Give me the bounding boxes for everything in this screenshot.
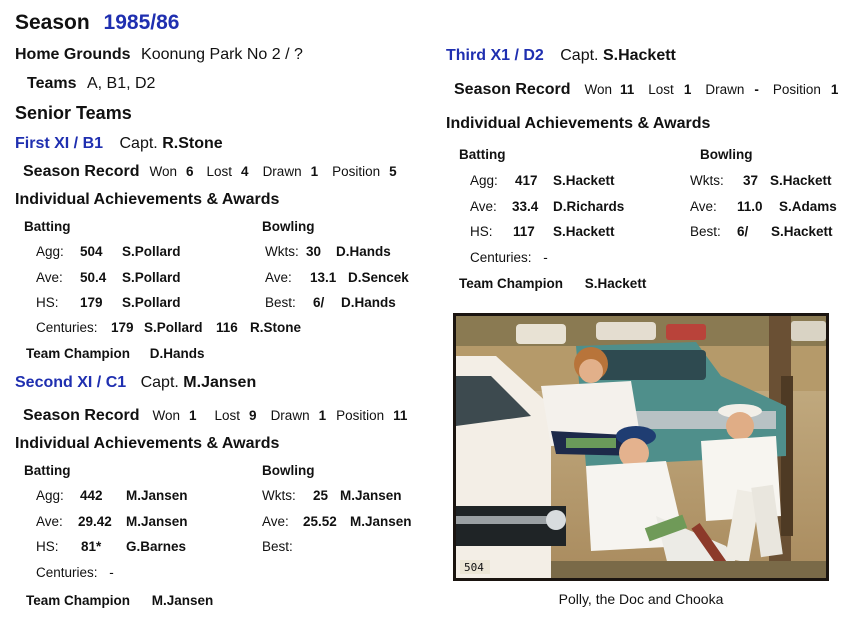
position-value: 5: [389, 164, 397, 179]
home-grounds-line: [15, 46, 303, 64]
third-xi-batting-label: Batting: [459, 147, 506, 162]
lost-label: Lost: [648, 82, 674, 97]
won-label: Won: [152, 408, 180, 423]
stat-player: S.Pollard: [122, 295, 181, 310]
position-value: 1: [830, 82, 839, 97]
stat-player: S.Pollard: [122, 244, 181, 259]
third-xi-captain-label: Capt.: [560, 47, 599, 64]
stat-player: D.Hands: [336, 244, 391, 259]
first-xi-captain-label: Capt.: [119, 135, 158, 152]
centuries-value: -: [109, 565, 114, 580]
record-label: Season Record: [23, 407, 140, 424]
stat-value: 6/: [313, 295, 325, 310]
photo-plate-text: 504: [464, 561, 484, 574]
stat-label: Ave:: [36, 270, 63, 285]
stat-label: Ave:: [262, 514, 289, 529]
stat-label: HS:: [36, 539, 59, 554]
senior-teams-heading: Senior Teams: [15, 103, 132, 123]
stat-label: Wkts:: [262, 488, 296, 503]
won-label: Won: [149, 164, 177, 179]
first-xi-achievements-heading: Individual Achievements & Awards: [15, 191, 280, 208]
second-xi-centuries: [36, 565, 114, 580]
stat-value: 442: [80, 488, 103, 503]
stat-value: 37: [743, 173, 759, 188]
team-photo-illustration: [456, 316, 826, 578]
stat-player: G.Barnes: [126, 539, 187, 554]
stat-label: Wkts:: [690, 173, 724, 188]
photo-caption: Polly, the Doc and Chooka: [558, 591, 724, 607]
stat-value: 117: [513, 224, 535, 239]
second-xi-captain-label: Capt.: [140, 374, 179, 391]
stat-value: 29.42: [78, 514, 112, 529]
won-value: 6: [186, 164, 194, 179]
stat-label: Best:: [262, 539, 293, 554]
drawn-value: 1: [310, 164, 319, 179]
teams-value: A, B1, D2: [86, 75, 156, 92]
second-xi-captain: M.Jansen: [183, 374, 257, 391]
centuries-value-2: 116: [216, 320, 238, 335]
drawn-label: Drawn: [270, 408, 310, 423]
third-xi-bowling-label: Bowling: [700, 147, 753, 162]
stat-value: 179: [80, 295, 103, 310]
stat-player: S.Pollard: [122, 270, 181, 285]
stat-label: Agg:: [36, 244, 64, 259]
third-xi-season-record: [454, 81, 838, 99]
centuries-player-1: S.Pollard: [144, 320, 203, 335]
position-value: 11: [393, 408, 408, 423]
stat-value: 6/: [737, 224, 749, 239]
stat-value: 25: [313, 488, 329, 503]
centuries-value-1: 179: [111, 320, 134, 335]
lost-value: 4: [241, 164, 249, 179]
stat-value: 13.1: [310, 270, 337, 285]
stat-label: Best:: [690, 224, 721, 239]
stat-player: D.Sencek: [348, 270, 409, 285]
stat-player: D.Richards: [553, 199, 625, 214]
drawn-value: -: [754, 82, 759, 97]
stat-player: S.Hackett: [553, 173, 615, 188]
teams-label: Teams: [27, 75, 77, 92]
stat-label: Ave:: [470, 199, 497, 214]
third-xi-achievements-heading: Individual Achievements & Awards: [446, 115, 711, 132]
lost-label: Lost: [206, 164, 233, 179]
first-xi-team-champion: [26, 346, 205, 361]
stat-player: M.Jansen: [350, 514, 412, 529]
first-xi-captain: R.Stone: [162, 135, 223, 152]
team-champion-name: S.Hackett: [584, 276, 647, 291]
won-value: 1: [189, 408, 197, 423]
first-xi-bowling-label: Bowling: [262, 219, 315, 234]
stat-label: Best:: [265, 295, 296, 310]
team-champion-label: Team Champion: [26, 346, 131, 361]
stat-player: M.Jansen: [126, 514, 188, 529]
first-xi-season-record: [23, 163, 397, 181]
second-xi-bowling-label: Bowling: [262, 463, 315, 478]
record-label: Season Record: [454, 81, 571, 98]
stat-player: M.Jansen: [126, 488, 188, 503]
team-champion-name: M.Jansen: [151, 593, 214, 608]
lost-value: 9: [249, 408, 257, 423]
team-champion-label: Team Champion: [26, 593, 131, 608]
third-xi-heading: [446, 47, 676, 65]
centuries-label: Centuries:: [36, 320, 98, 335]
season-heading: [15, 11, 179, 35]
stat-player: M.Jansen: [340, 488, 402, 503]
stat-value: 30: [306, 244, 322, 259]
teams-line: [27, 75, 155, 93]
drawn-label: Drawn: [705, 82, 745, 97]
team-champion-label: Team Champion: [459, 276, 564, 291]
position-label: Position: [772, 82, 821, 97]
centuries-player-2: R.Stone: [250, 320, 302, 335]
home-grounds-value: Koonung Park No 2 / ?: [141, 46, 303, 63]
lost-value: 1: [683, 82, 692, 97]
second-xi-heading: [15, 374, 256, 392]
lost-label: Lost: [214, 408, 241, 423]
third-xi-title: Third X1 / D2: [446, 47, 544, 64]
stat-value: 33.4: [512, 199, 539, 214]
stat-value: 81*: [81, 539, 102, 554]
third-xi-captain: S.Hackett: [602, 47, 676, 64]
season-value: 1985/86: [103, 11, 180, 34]
stat-label: Wkts:: [265, 244, 299, 259]
won-value: 11: [620, 82, 635, 97]
stat-value: 504: [80, 244, 103, 259]
team-photo: [453, 313, 829, 581]
stat-player: D.Hands: [341, 295, 396, 310]
centuries-label: Centuries:: [470, 250, 532, 265]
drawn-value: 1: [318, 408, 327, 423]
stat-player: S.Hackett: [770, 173, 832, 188]
stat-label: Agg:: [470, 173, 498, 188]
drawn-label: Drawn: [262, 164, 302, 179]
third-xi-team-champion: [459, 276, 646, 291]
stat-player: S.Hackett: [553, 224, 615, 239]
first-xi-title: First XI / B1: [15, 135, 104, 152]
stat-label: Ave:: [690, 199, 717, 214]
stat-value: 25.52: [303, 514, 337, 529]
stat-value: 417: [515, 173, 538, 188]
stat-label: HS:: [36, 295, 59, 310]
season-label: Season: [15, 11, 90, 34]
record-label: Season Record: [23, 163, 140, 180]
home-grounds-label: Home Grounds: [15, 46, 131, 63]
second-xi-title: Second XI / C1: [15, 374, 127, 391]
stat-player: S.Hackett: [771, 224, 833, 239]
second-xi-batting-label: Batting: [24, 463, 71, 478]
stat-player: S.Adams: [779, 199, 837, 214]
position-label: Position: [332, 164, 381, 179]
team-champion-name: D.Hands: [149, 346, 205, 361]
first-xi-heading: [15, 135, 223, 153]
centuries-value: -: [543, 250, 548, 265]
first-xi-batting-label: Batting: [24, 219, 71, 234]
position-label: Position: [336, 408, 385, 423]
stat-value: 50.4: [80, 270, 107, 285]
third-xi-centuries: [470, 250, 548, 265]
second-xi-achievements-heading: Individual Achievements & Awards: [15, 435, 280, 452]
won-label: Won: [584, 82, 612, 97]
stat-value: 11.0: [737, 199, 763, 214]
stat-label: HS:: [470, 224, 493, 239]
stat-label: Ave:: [36, 514, 63, 529]
centuries-label: Centuries:: [36, 565, 98, 580]
second-xi-season-record: [23, 407, 407, 425]
second-xi-team-champion: [26, 593, 213, 608]
stat-label: Agg:: [36, 488, 64, 503]
stat-label: Ave:: [265, 270, 292, 285]
